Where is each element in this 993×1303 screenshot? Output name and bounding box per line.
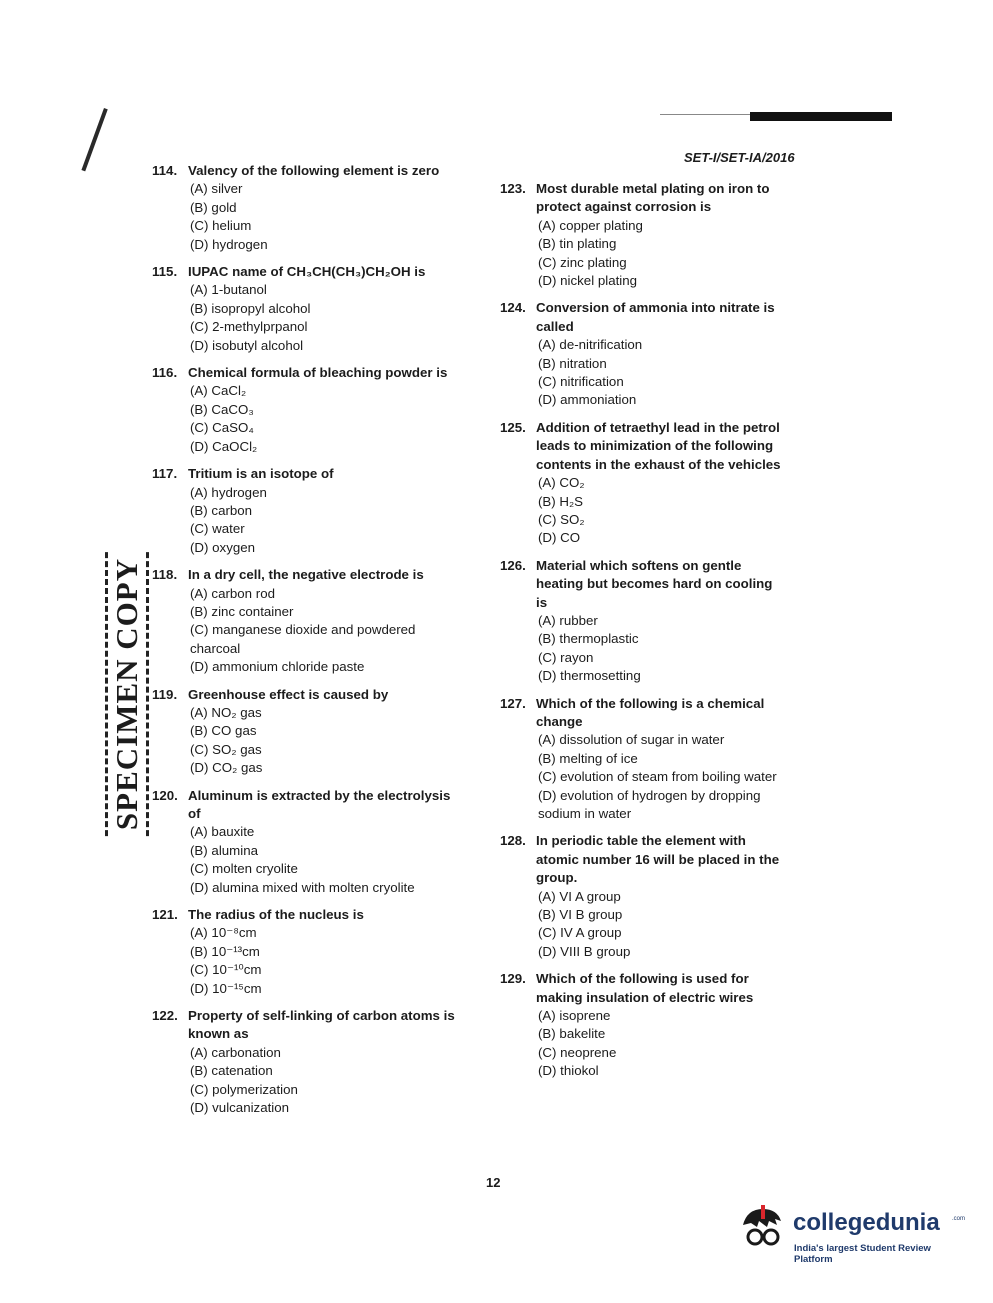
question-text: Material which softens on gentle heating but becomes hard on cooling is: [536, 557, 773, 610]
corner-mark: [81, 108, 107, 171]
options-list: [152, 924, 462, 998]
question-header: [500, 180, 785, 217]
question-item: [500, 419, 785, 548]
options-list: [152, 484, 462, 558]
option-item: (D) ammonium chloride paste: [190, 659, 365, 675]
question-item: [152, 787, 462, 897]
option-item: (D) CO: [538, 530, 581, 546]
logo-name: collegedunia: [793, 1209, 940, 1236]
option-item: (D) thermosetting: [538, 668, 641, 684]
options-list: [500, 217, 785, 291]
option-item: (C) 2-methylprpanol: [190, 319, 308, 335]
option-item: (B) 10⁻¹³cm: [190, 943, 260, 959]
option-item: (D) thiokol: [538, 1063, 599, 1079]
options-list: [152, 281, 462, 355]
specimen-copy-stamp: [104, 548, 150, 840]
option-item: (B) VI B group: [538, 907, 623, 923]
question-number: 122.: [152, 1008, 178, 1024]
top-rule-line: [660, 114, 752, 115]
option-item: (D) vulcanization: [190, 1100, 290, 1116]
option-item: (B) gold: [190, 199, 237, 215]
top-black-bar: [750, 112, 892, 121]
question-header: [500, 299, 785, 336]
question-header: [500, 419, 785, 474]
question-item: [152, 906, 462, 998]
question-text: IUPAC name of CH₃CH(CH₃)CH₂OH is: [188, 264, 426, 280]
paper-set-code: SET-I/SET-IA/2016: [684, 150, 795, 165]
question-text: Aluminum is extracted by the electrolysis of: [188, 787, 451, 821]
option-item: (D) nickel plating: [538, 273, 638, 289]
option-item: (A) carbonation: [190, 1044, 281, 1060]
question-item: [500, 832, 785, 961]
option-item: (B) thermoplastic: [538, 631, 639, 647]
option-item: (B) nitration: [538, 355, 607, 371]
question-item: [152, 465, 462, 557]
logo-tagline: India's largest Student Review Platform: [794, 1243, 931, 1265]
question-item: [500, 970, 785, 1080]
option-item: (C) manganese dioxide and powdered charcoal: [190, 622, 416, 656]
option-item: (D) CO₂ gas: [190, 760, 263, 776]
question-header: [152, 465, 462, 483]
option-item: (C) SO₂: [538, 511, 585, 527]
question-number: 126.: [500, 557, 526, 573]
option-item: (D) 10⁻¹⁵cm: [190, 980, 262, 996]
options-list: [152, 180, 462, 254]
question-header: [500, 557, 785, 612]
question-item: [152, 566, 462, 676]
options-list: [152, 585, 462, 677]
option-item: (C) molten cryolite: [190, 861, 298, 877]
page-number: 12: [486, 1175, 501, 1190]
option-item: (B) zinc container: [190, 603, 294, 619]
option-item: (A) CO₂: [538, 475, 585, 491]
option-item: (C) rayon: [538, 649, 594, 665]
logo-domain: .com: [952, 1216, 966, 1222]
option-item: (B) bakelite: [538, 1026, 606, 1042]
option-item: (B) tin plating: [538, 236, 617, 252]
question-number: 120.: [152, 787, 178, 803]
option-item: (A) isoprene: [538, 1008, 611, 1024]
question-number: 125.: [500, 419, 526, 435]
option-item: (A) 1-butanol: [190, 282, 267, 298]
option-item: (C) zinc plating: [538, 254, 627, 270]
option-item: (D) ammoniation: [538, 392, 637, 408]
option-item: (A) VI A group: [538, 888, 621, 904]
options-list: [500, 474, 785, 548]
option-item: (D) oxygen: [190, 539, 256, 555]
question-header: [152, 906, 462, 924]
option-item: (A) copper plating: [538, 217, 643, 233]
option-item: (C) neoprene: [538, 1044, 617, 1060]
question-item: [152, 1007, 462, 1117]
question-item: [500, 557, 785, 686]
question-text: Greenhouse effect is caused by: [188, 686, 389, 702]
option-item: (A) CaCl₂: [190, 383, 247, 399]
question-header: [152, 263, 462, 281]
question-item: [152, 162, 462, 254]
option-item: (A) NO₂ gas: [190, 704, 262, 720]
options-list: [500, 888, 785, 962]
question-item: [152, 263, 462, 355]
option-item: (C) water: [190, 521, 245, 537]
question-header: [152, 1007, 462, 1044]
option-item: (D) alumina mixed with molten cryolite: [190, 879, 415, 895]
option-item: (C) IV A group: [538, 925, 622, 941]
options-list: [500, 731, 785, 823]
options-list: [500, 612, 785, 686]
question-number: 116.: [152, 365, 178, 381]
options-list: [500, 1007, 785, 1081]
question-number: 118.: [152, 567, 178, 583]
options-list: [152, 823, 462, 897]
options-list: [500, 336, 785, 410]
question-header: [152, 686, 462, 704]
option-item: (C) SO₂ gas: [190, 741, 262, 757]
option-item: (B) CO gas: [190, 723, 257, 739]
option-item: (A) 10⁻⁸cm: [190, 925, 257, 941]
option-item: (B) alumina: [190, 842, 258, 858]
question-item: [500, 299, 785, 409]
question-number: 115.: [152, 264, 178, 280]
question-header: [500, 832, 785, 887]
option-item: (C) polymerization: [190, 1081, 298, 1097]
question-text: In a dry cell, the negative electrode is: [188, 567, 424, 583]
question-number: 128.: [500, 833, 526, 849]
option-item: (A) carbon rod: [190, 585, 275, 601]
question-text: Conversion of ammonia into nitrate is called: [536, 300, 775, 334]
question-text: Valency of the following element is zero: [188, 163, 440, 178]
question-number: 117.: [152, 466, 178, 482]
question-header: [152, 566, 462, 584]
option-item: (A) silver: [190, 181, 243, 197]
question-number: 121.: [152, 907, 178, 923]
option-item: (D) evolution of hydrogen by dropping sodium in water: [538, 787, 761, 821]
option-item: (D) CaOCl₂: [190, 438, 258, 454]
option-item: (A) hydrogen: [190, 484, 267, 500]
question-item: [152, 364, 462, 456]
question-header: [500, 970, 785, 1007]
question-header: [152, 162, 462, 180]
option-item: (A) bauxite: [190, 824, 255, 840]
option-item: (B) catenation: [190, 1063, 273, 1079]
question-text: In periodic table the element with atomic number 16 will be placed in the group.: [536, 833, 780, 886]
option-item: (A) rubber: [538, 612, 598, 628]
question-text: Most durable metal plating on iron to protect against corrosion is: [536, 181, 770, 215]
option-item: (B) CaCO₃: [190, 401, 254, 417]
right-question-column: [500, 180, 785, 1090]
question-item: [152, 686, 462, 778]
question-item: [500, 695, 785, 824]
option-item: (C) 10⁻¹⁰cm: [190, 962, 262, 978]
question-text: Which of the following is a chemical change: [536, 695, 765, 729]
question-text: The radius of the nucleus is: [188, 907, 364, 923]
question-number: 124.: [500, 300, 526, 316]
option-item: (B) carbon: [190, 502, 253, 518]
question-text: Property of self-linking of carbon atoms is known as: [188, 1008, 455, 1042]
question-item: [500, 180, 785, 290]
option-item: (C) nitrification: [538, 374, 624, 390]
question-number: 114.: [152, 163, 178, 178]
mascot-icon: [737, 1203, 789, 1255]
stamp-text: SPECIMEN COPY: [105, 552, 149, 836]
question-text: Tritium is an isotope of: [188, 466, 334, 482]
option-item: (B) isopropyl alcohol: [190, 300, 311, 316]
question-header: [152, 364, 462, 382]
option-item: (C) evolution of steam from boiling water: [538, 769, 777, 785]
option-item: (A) dissolution of sugar in water: [538, 732, 725, 748]
options-list: [152, 704, 462, 778]
option-item: (D) isobutyl alcohol: [190, 337, 304, 353]
collegedunia-logo: [737, 1203, 967, 1263]
question-number: 129.: [500, 971, 526, 987]
question-number: 119.: [152, 686, 178, 702]
option-item: (C) CaSO₄: [190, 420, 254, 436]
option-item: (D) hydrogen: [190, 236, 268, 252]
question-text: Which of the following is used for making insulation of electric wires: [536, 971, 754, 1005]
question-header: [152, 787, 462, 824]
left-question-column: [152, 162, 462, 1127]
option-item: (B) H₂S: [538, 493, 584, 509]
question-text: Addition of tetraethyl lead in the petrol leads to minimization of the following contents in the exhaust of the vehicles: [536, 419, 781, 472]
options-list: [152, 1044, 462, 1118]
question-number: 127.: [500, 695, 526, 711]
question-text: Chemical formula of bleaching powder is: [188, 365, 448, 381]
option-item: (D) VIII B group: [538, 943, 631, 959]
options-list: [152, 382, 462, 456]
option-item: (A) de-nitrification: [538, 337, 643, 353]
option-item: (C) helium: [190, 218, 252, 234]
question-header: [500, 695, 785, 732]
question-number: 123.: [500, 181, 526, 196]
option-item: (B) melting of ice: [538, 750, 638, 766]
